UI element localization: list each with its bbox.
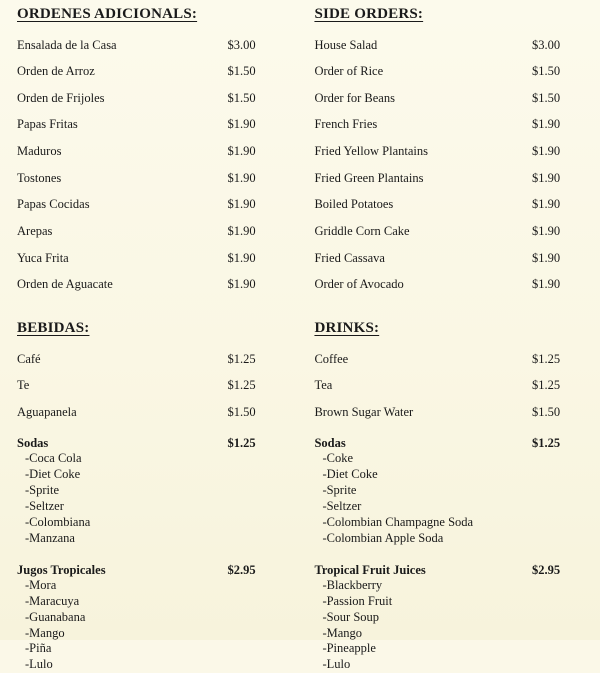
item-price: $1.50 <box>531 405 561 419</box>
item-name: Fried Green Plantains <box>314 170 424 185</box>
item-price: $3.00 <box>227 37 256 52</box>
item-price: $3.00 <box>531 37 561 52</box>
item-price: $1.90 <box>531 250 561 265</box>
group-option: -Colombian Apple Soda <box>322 530 444 545</box>
group-price: $1.25 <box>531 436 561 451</box>
group-option: -Pineapple <box>322 641 376 656</box>
item-price: $1.90 <box>227 223 256 238</box>
menu-item <box>311 59 586 86</box>
item-name: Boiled Potatoes <box>314 197 394 212</box>
menu-item <box>14 165 305 192</box>
group-header <box>314 562 586 578</box>
item-price: $1.90 <box>227 170 256 185</box>
section-title-ordenes-adicionals: ORDENES ADICIONALS: <box>17 6 198 22</box>
item-name: Griddle Corn Cake <box>314 223 410 238</box>
item-price: $1.50 <box>531 64 561 79</box>
item-name: Orden de Arroz <box>17 64 95 79</box>
item-name: Order of Rice <box>314 64 384 79</box>
menu-group-tropical-fruit-juices <box>311 559 586 673</box>
item-price: $1.25 <box>227 378 256 393</box>
group-name: Sodas <box>314 436 346 451</box>
menu-item <box>14 400 305 427</box>
item-name: Brown Sugar Water <box>314 405 414 419</box>
item-name: Papas Cocidas <box>17 197 90 212</box>
item-name: Fried Cassava <box>314 250 385 265</box>
menu-column-spanish <box>14 6 311 673</box>
group-options <box>17 578 305 673</box>
menu-item <box>311 245 586 272</box>
item-name: Café <box>17 351 41 366</box>
group-option: -Piña <box>25 641 52 656</box>
menu-item <box>311 32 586 59</box>
group-option: -Coke <box>322 451 353 466</box>
menu-item <box>311 346 586 373</box>
group-price: $1.25 <box>227 436 256 451</box>
group-option: -Maracuya <box>25 593 80 608</box>
item-name: Order of Avocado <box>314 277 404 292</box>
item-price: $1.90 <box>227 250 256 265</box>
item-price: $1.90 <box>227 117 256 132</box>
item-name: Coffee <box>314 351 349 366</box>
item-name: Ensalada de la Casa <box>17 37 117 52</box>
group-option: -Passion Fruit <box>322 593 393 608</box>
menu-item <box>14 218 305 245</box>
menu-item <box>311 139 586 166</box>
menu-item <box>311 165 586 192</box>
group-option: -Mango <box>322 625 363 640</box>
item-name: Fried Yellow Plantains <box>314 144 428 158</box>
menu-item <box>311 112 586 139</box>
item-price: $1.50 <box>227 64 256 79</box>
menu-item <box>14 32 305 59</box>
item-price: $1.25 <box>531 351 561 366</box>
group-name: Jugos Tropicales <box>17 562 106 577</box>
menu-group-sodas-en <box>311 432 586 547</box>
item-price: $1.90 <box>227 277 256 292</box>
menu-item <box>311 400 586 427</box>
section-title-side-orders: SIDE ORDERS: <box>314 6 424 22</box>
group-option: -Blackberry <box>322 577 383 592</box>
menu-item <box>14 59 305 86</box>
group-option: -Lulo <box>25 657 53 672</box>
menu-item <box>14 139 305 166</box>
menu-item <box>311 218 586 245</box>
menu-item <box>14 112 305 139</box>
menu-group-jugos-tropicales <box>14 559 305 673</box>
group-option: -Coca Cola <box>25 451 82 466</box>
group-option: -Sour Soup <box>322 609 380 624</box>
menu-columns <box>14 6 586 673</box>
spacer <box>311 547 586 559</box>
spacer <box>14 547 305 559</box>
group-option: -Mora <box>25 577 57 592</box>
item-name: Te <box>17 378 30 393</box>
menu-group-sodas <box>14 432 305 547</box>
item-price: $1.90 <box>531 197 561 212</box>
item-price: $1.90 <box>227 144 256 158</box>
item-price: $1.90 <box>531 223 561 238</box>
group-options <box>17 451 305 546</box>
menu-item <box>311 85 586 112</box>
group-option: -Mango <box>25 625 65 640</box>
item-price: $1.50 <box>531 90 561 105</box>
item-name: French Fries <box>314 117 378 132</box>
menu-item <box>14 245 305 272</box>
item-price: $1.90 <box>531 277 561 292</box>
group-option: -Diet Coke <box>25 467 81 482</box>
group-header <box>17 562 305 578</box>
item-price: $1.25 <box>531 378 561 393</box>
group-option: -Seltzer <box>322 499 362 513</box>
section-title-bebidas: BEBIDAS: <box>17 320 90 337</box>
item-name: Orden de Aguacate <box>17 277 113 292</box>
menu-item <box>311 192 586 219</box>
group-name: Tropical Fruit Juices <box>314 562 426 577</box>
group-option: -Manzana <box>25 530 75 545</box>
group-option: -Sprite <box>322 483 357 498</box>
menu-item <box>14 346 305 373</box>
group-options <box>314 578 586 673</box>
item-name: Order for Beans <box>314 90 395 105</box>
item-name: Aguapanela <box>17 405 77 419</box>
menu-column-english <box>311 6 586 673</box>
item-name: Orden de Frijoles <box>17 90 105 105</box>
item-name: Yuca Frita <box>17 250 69 265</box>
menu-item <box>14 85 305 112</box>
menu-item <box>311 373 586 400</box>
item-price: $1.90 <box>227 197 256 212</box>
group-header <box>17 435 305 451</box>
group-header <box>314 435 586 451</box>
item-name: Papas Fritas <box>17 117 78 132</box>
menu-item <box>14 272 305 299</box>
item-name: Tea <box>314 378 333 393</box>
group-option: -Colombiana <box>25 514 91 529</box>
group-options <box>314 451 586 546</box>
group-option: -Guanabana <box>25 609 86 624</box>
group-price: $2.95 <box>531 562 561 577</box>
item-name: Tostones <box>17 170 62 185</box>
item-price: $1.90 <box>531 144 561 158</box>
group-option: -Colombian Champagne Soda <box>322 514 474 529</box>
item-price: $1.90 <box>531 170 561 185</box>
section-title-drinks: DRINKS: <box>314 320 380 337</box>
item-price: $1.50 <box>227 90 256 105</box>
group-option: -Seltzer <box>25 499 64 513</box>
group-option: -Sprite <box>25 483 60 498</box>
group-price: $2.95 <box>227 562 256 577</box>
item-name: House Salad <box>314 37 378 52</box>
menu-item <box>14 373 305 400</box>
item-price: $1.25 <box>227 351 256 366</box>
item-name: Maduros <box>17 144 62 158</box>
item-price: $1.50 <box>227 405 256 419</box>
menu-item <box>311 272 586 299</box>
group-option: -Lulo <box>322 657 351 672</box>
group-name: Sodas <box>17 436 49 451</box>
group-option: -Diet Coke <box>322 467 378 482</box>
menu-item <box>14 192 305 219</box>
item-name: Arepas <box>17 223 53 238</box>
item-price: $1.90 <box>531 117 561 132</box>
